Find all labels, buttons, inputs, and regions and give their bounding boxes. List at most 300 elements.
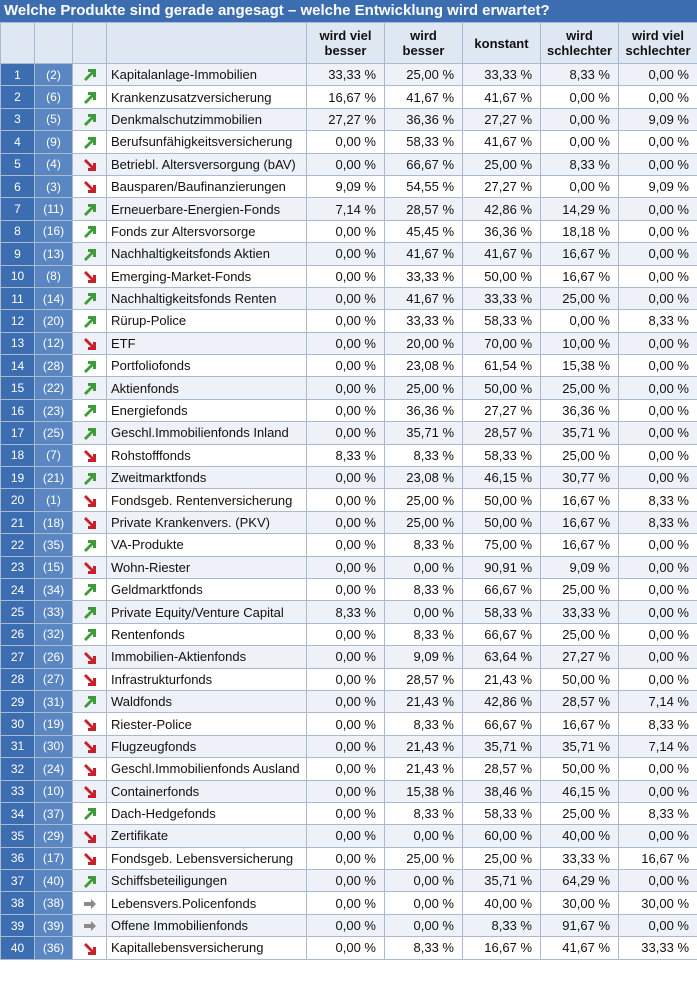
rank-cell: 21 bbox=[1, 511, 35, 533]
table-row bbox=[1, 690, 697, 712]
value-cell: 64,29 % bbox=[541, 870, 619, 892]
trend-up-arrow-icon bbox=[83, 472, 97, 486]
trend-cell bbox=[73, 601, 107, 623]
product-name-cell: Kapitallebensversicherung bbox=[107, 937, 307, 959]
previous-rank-cell: (9) bbox=[35, 131, 73, 153]
value-cell: 0,00 % bbox=[385, 601, 463, 623]
trend-up-arrow-icon bbox=[83, 203, 97, 217]
value-cell: 21,43 % bbox=[463, 668, 541, 690]
product-name-cell: Energiefonds bbox=[107, 399, 307, 421]
trend-up-arrow-icon bbox=[83, 583, 97, 597]
value-cell: 35,71 % bbox=[385, 422, 463, 444]
value-cell: 41,67 % bbox=[463, 243, 541, 265]
table-row bbox=[1, 332, 697, 354]
value-cell: 16,67 % bbox=[541, 511, 619, 533]
rank-cell: 29 bbox=[1, 690, 35, 712]
value-cell: 0,00 % bbox=[385, 825, 463, 847]
trend-cell bbox=[73, 399, 107, 421]
value-cell: 8,33 % bbox=[619, 489, 697, 511]
value-cell: 0,00 % bbox=[619, 646, 697, 668]
product-name-cell: Schiffsbeteiligungen bbox=[107, 870, 307, 892]
trend-cell bbox=[73, 287, 107, 309]
product-name-cell: Riester-Police bbox=[107, 713, 307, 735]
value-cell: 16,67 % bbox=[619, 847, 697, 869]
rank-cell: 3 bbox=[1, 108, 35, 130]
value-cell: 0,00 % bbox=[385, 892, 463, 914]
trend-cell bbox=[73, 735, 107, 757]
value-cell: 33,33 % bbox=[307, 64, 385, 86]
previous-rank-cell: (12) bbox=[35, 332, 73, 354]
value-cell: 0,00 % bbox=[307, 467, 385, 489]
trend-up-arrow-icon bbox=[83, 695, 97, 709]
previous-rank-cell: (39) bbox=[35, 914, 73, 936]
rank-cell: 30 bbox=[1, 713, 35, 735]
trend-down-arrow-icon bbox=[83, 718, 97, 732]
value-cell: 23,08 % bbox=[385, 467, 463, 489]
value-cell: 25,00 % bbox=[541, 578, 619, 600]
value-cell: 36,36 % bbox=[385, 399, 463, 421]
product-name-cell: Rentenfonds bbox=[107, 623, 307, 645]
previous-rank-cell: (34) bbox=[35, 578, 73, 600]
trend-up-arrow-icon bbox=[83, 113, 97, 127]
table-row bbox=[1, 511, 697, 533]
value-cell: 14,29 % bbox=[541, 198, 619, 220]
value-cell: 41,67 % bbox=[385, 243, 463, 265]
previous-rank-cell: (25) bbox=[35, 422, 73, 444]
value-cell: 9,09 % bbox=[619, 108, 697, 130]
value-cell: 33,33 % bbox=[463, 287, 541, 309]
header-prev-rank bbox=[35, 23, 73, 64]
trend-down-arrow-icon bbox=[83, 494, 97, 508]
value-cell: 0,00 % bbox=[385, 556, 463, 578]
previous-rank-cell: (17) bbox=[35, 847, 73, 869]
value-cell: 30,00 % bbox=[619, 892, 697, 914]
value-cell: 0,00 % bbox=[619, 355, 697, 377]
value-cell: 0,00 % bbox=[619, 399, 697, 421]
value-cell: 0,00 % bbox=[619, 780, 697, 802]
value-cell: 25,00 % bbox=[385, 847, 463, 869]
value-cell: 23,08 % bbox=[385, 355, 463, 377]
trend-down-arrow-icon bbox=[83, 830, 97, 844]
value-cell: 28,57 % bbox=[385, 198, 463, 220]
column-header: wird viel schlechter bbox=[619, 23, 697, 64]
value-cell: 50,00 % bbox=[463, 377, 541, 399]
previous-rank-cell: (32) bbox=[35, 623, 73, 645]
value-cell: 25,00 % bbox=[385, 489, 463, 511]
value-cell: 0,00 % bbox=[619, 556, 697, 578]
value-cell: 25,00 % bbox=[541, 377, 619, 399]
value-cell: 0,00 % bbox=[385, 870, 463, 892]
product-name-cell: Geschl.Immobilienfonds Inland bbox=[107, 422, 307, 444]
value-cell: 25,00 % bbox=[541, 287, 619, 309]
value-cell: 0,00 % bbox=[619, 534, 697, 556]
table-row bbox=[1, 198, 697, 220]
trend-up-arrow-icon bbox=[83, 91, 97, 105]
table-row bbox=[1, 847, 697, 869]
product-name-cell: Nachhaltigkeitsfonds Aktien bbox=[107, 243, 307, 265]
trend-down-arrow-icon bbox=[83, 673, 97, 687]
table-row bbox=[1, 556, 697, 578]
trend-cell bbox=[73, 220, 107, 242]
value-cell: 0,00 % bbox=[307, 422, 385, 444]
value-cell: 0,00 % bbox=[619, 220, 697, 242]
product-name-cell: Immobilien-Aktienfonds bbox=[107, 646, 307, 668]
value-cell: 41,67 % bbox=[463, 86, 541, 108]
product-name-cell: Fondsgeb. Rentenversicherung bbox=[107, 489, 307, 511]
value-cell: 0,00 % bbox=[541, 86, 619, 108]
product-name-cell: Dach-Hedgefonds bbox=[107, 802, 307, 824]
trend-cell bbox=[73, 64, 107, 86]
table-row bbox=[1, 153, 697, 175]
table-row bbox=[1, 758, 697, 780]
value-cell: 0,00 % bbox=[619, 467, 697, 489]
previous-rank-cell: (40) bbox=[35, 870, 73, 892]
product-name-cell: Emerging-Market-Fonds bbox=[107, 265, 307, 287]
table-row bbox=[1, 892, 697, 914]
value-cell: 8,33 % bbox=[541, 64, 619, 86]
value-cell: 8,33 % bbox=[385, 578, 463, 600]
product-name-cell: Betriebl. Altersversorgung (bAV) bbox=[107, 153, 307, 175]
trend-cell bbox=[73, 646, 107, 668]
value-cell: 16,67 % bbox=[541, 534, 619, 556]
trend-cell bbox=[73, 489, 107, 511]
rank-cell: 24 bbox=[1, 578, 35, 600]
column-header: wird viel besser bbox=[307, 23, 385, 64]
trend-up-arrow-icon bbox=[83, 225, 97, 239]
trend-up-arrow-icon bbox=[83, 360, 97, 374]
table-row bbox=[1, 802, 697, 824]
value-cell: 21,43 % bbox=[385, 735, 463, 757]
value-cell: 8,33 % bbox=[385, 623, 463, 645]
value-cell: 16,67 % bbox=[307, 86, 385, 108]
value-cell: 35,71 % bbox=[463, 735, 541, 757]
value-cell: 58,33 % bbox=[463, 802, 541, 824]
value-cell: 0,00 % bbox=[619, 64, 697, 86]
value-cell: 0,00 % bbox=[307, 287, 385, 309]
product-name-cell: Aktienfonds bbox=[107, 377, 307, 399]
product-name-cell: Denkmalschutzimmobilien bbox=[107, 108, 307, 130]
value-cell: 0,00 % bbox=[307, 310, 385, 332]
rank-cell: 36 bbox=[1, 847, 35, 869]
value-cell: 9,09 % bbox=[619, 175, 697, 197]
header-trend bbox=[73, 23, 107, 64]
value-cell: 18,18 % bbox=[541, 220, 619, 242]
value-cell: 8,33 % bbox=[385, 937, 463, 959]
value-cell: 0,00 % bbox=[307, 511, 385, 533]
value-cell: 0,00 % bbox=[307, 489, 385, 511]
rank-cell: 19 bbox=[1, 467, 35, 489]
value-cell: 40,00 % bbox=[463, 892, 541, 914]
value-cell: 0,00 % bbox=[619, 287, 697, 309]
previous-rank-cell: (15) bbox=[35, 556, 73, 578]
value-cell: 8,33 % bbox=[619, 802, 697, 824]
value-cell: 8,33 % bbox=[385, 444, 463, 466]
value-cell: 0,00 % bbox=[619, 578, 697, 600]
trend-down-arrow-icon bbox=[83, 516, 97, 530]
value-cell: 0,00 % bbox=[307, 825, 385, 847]
previous-rank-cell: (8) bbox=[35, 265, 73, 287]
value-cell: 58,33 % bbox=[463, 310, 541, 332]
value-cell: 25,00 % bbox=[385, 511, 463, 533]
value-cell: 30,00 % bbox=[541, 892, 619, 914]
table-row bbox=[1, 422, 697, 444]
value-cell: 0,00 % bbox=[307, 556, 385, 578]
value-cell: 27,27 % bbox=[463, 108, 541, 130]
value-cell: 20,00 % bbox=[385, 332, 463, 354]
table-row bbox=[1, 399, 697, 421]
value-cell: 70,00 % bbox=[463, 332, 541, 354]
value-cell: 58,33 % bbox=[463, 444, 541, 466]
trend-cell bbox=[73, 847, 107, 869]
rank-cell: 2 bbox=[1, 86, 35, 108]
value-cell: 41,67 % bbox=[463, 131, 541, 153]
previous-rank-cell: (35) bbox=[35, 534, 73, 556]
value-cell: 0,00 % bbox=[307, 937, 385, 959]
trend-cell bbox=[73, 892, 107, 914]
value-cell: 8,33 % bbox=[619, 511, 697, 533]
product-name-cell: Geldmarktfonds bbox=[107, 578, 307, 600]
trend-cell bbox=[73, 937, 107, 959]
value-cell: 8,33 % bbox=[541, 153, 619, 175]
table-row bbox=[1, 310, 697, 332]
value-cell: 0,00 % bbox=[307, 690, 385, 712]
value-cell: 0,00 % bbox=[307, 758, 385, 780]
table-row bbox=[1, 668, 697, 690]
product-name-cell: Geschl.Immobilienfonds Ausland bbox=[107, 758, 307, 780]
rank-cell: 7 bbox=[1, 198, 35, 220]
rank-cell: 1 bbox=[1, 64, 35, 86]
value-cell: 45,45 % bbox=[385, 220, 463, 242]
rank-cell: 22 bbox=[1, 534, 35, 556]
value-cell: 61,54 % bbox=[463, 355, 541, 377]
product-name-cell: Krankenzusatzversicherung bbox=[107, 86, 307, 108]
value-cell: 0,00 % bbox=[541, 108, 619, 130]
product-name-cell: VA-Produkte bbox=[107, 534, 307, 556]
table-row bbox=[1, 780, 697, 802]
product-name-cell: Wohn-Riester bbox=[107, 556, 307, 578]
previous-rank-cell: (27) bbox=[35, 668, 73, 690]
previous-rank-cell: (4) bbox=[35, 153, 73, 175]
trend-cell bbox=[73, 534, 107, 556]
product-name-cell: Flugzeugfonds bbox=[107, 735, 307, 757]
value-cell: 16,67 % bbox=[541, 243, 619, 265]
value-cell: 0,00 % bbox=[307, 332, 385, 354]
value-cell: 33,33 % bbox=[385, 310, 463, 332]
value-cell: 0,00 % bbox=[619, 870, 697, 892]
value-cell: 33,33 % bbox=[619, 937, 697, 959]
trend-cell bbox=[73, 623, 107, 645]
value-cell: 8,33 % bbox=[463, 914, 541, 936]
value-cell: 7,14 % bbox=[307, 198, 385, 220]
value-cell: 0,00 % bbox=[307, 399, 385, 421]
product-name-cell: Kapitalanlage-Immobilien bbox=[107, 64, 307, 86]
rank-cell: 13 bbox=[1, 332, 35, 354]
value-cell: 66,67 % bbox=[463, 623, 541, 645]
trend-up-arrow-icon bbox=[83, 404, 97, 418]
rank-cell: 34 bbox=[1, 802, 35, 824]
rank-cell: 20 bbox=[1, 489, 35, 511]
value-cell: 21,43 % bbox=[385, 758, 463, 780]
value-cell: 8,33 % bbox=[619, 310, 697, 332]
trend-up-arrow-icon bbox=[83, 68, 97, 82]
trend-down-arrow-icon bbox=[83, 763, 97, 777]
previous-rank-cell: (21) bbox=[35, 467, 73, 489]
product-name-cell: ETF bbox=[107, 332, 307, 354]
value-cell: 28,57 % bbox=[541, 690, 619, 712]
rank-cell: 5 bbox=[1, 153, 35, 175]
rank-cell: 31 bbox=[1, 735, 35, 757]
value-cell: 16,67 % bbox=[541, 489, 619, 511]
product-name-cell: Offene Immobilienfonds bbox=[107, 914, 307, 936]
rank-cell: 14 bbox=[1, 355, 35, 377]
table-row bbox=[1, 870, 697, 892]
value-cell: 8,33 % bbox=[619, 713, 697, 735]
previous-rank-cell: (18) bbox=[35, 511, 73, 533]
previous-rank-cell: (31) bbox=[35, 690, 73, 712]
value-cell: 0,00 % bbox=[307, 914, 385, 936]
value-cell: 0,00 % bbox=[619, 601, 697, 623]
previous-rank-cell: (24) bbox=[35, 758, 73, 780]
value-cell: 35,71 % bbox=[463, 870, 541, 892]
value-cell: 0,00 % bbox=[619, 332, 697, 354]
trend-flat-arrow-icon bbox=[83, 919, 97, 933]
value-cell: 27,27 % bbox=[307, 108, 385, 130]
trend-up-arrow-icon bbox=[83, 628, 97, 642]
trend-cell bbox=[73, 198, 107, 220]
trend-up-arrow-icon bbox=[83, 248, 97, 262]
value-cell: 0,00 % bbox=[619, 825, 697, 847]
rank-cell: 26 bbox=[1, 623, 35, 645]
previous-rank-cell: (23) bbox=[35, 399, 73, 421]
table-row bbox=[1, 86, 697, 108]
value-cell: 0,00 % bbox=[541, 175, 619, 197]
previous-rank-cell: (20) bbox=[35, 310, 73, 332]
value-cell: 0,00 % bbox=[619, 198, 697, 220]
value-cell: 28,57 % bbox=[463, 758, 541, 780]
value-cell: 0,00 % bbox=[619, 153, 697, 175]
value-cell: 50,00 % bbox=[463, 511, 541, 533]
trend-cell bbox=[73, 265, 107, 287]
value-cell: 0,00 % bbox=[307, 578, 385, 600]
trend-cell bbox=[73, 914, 107, 936]
trend-down-arrow-icon bbox=[83, 785, 97, 799]
previous-rank-cell: (36) bbox=[35, 937, 73, 959]
value-cell: 0,00 % bbox=[307, 870, 385, 892]
trend-down-arrow-icon bbox=[83, 158, 97, 172]
table-row bbox=[1, 534, 697, 556]
rank-cell: 8 bbox=[1, 220, 35, 242]
previous-rank-cell: (28) bbox=[35, 355, 73, 377]
value-cell: 0,00 % bbox=[619, 243, 697, 265]
table-row bbox=[1, 377, 697, 399]
table-row bbox=[1, 108, 697, 130]
product-name-cell: Private Krankenvers. (PKV) bbox=[107, 511, 307, 533]
value-cell: 42,86 % bbox=[463, 690, 541, 712]
value-cell: 0,00 % bbox=[307, 153, 385, 175]
value-cell: 40,00 % bbox=[541, 825, 619, 847]
trend-cell bbox=[73, 690, 107, 712]
table-row bbox=[1, 220, 697, 242]
value-cell: 0,00 % bbox=[307, 735, 385, 757]
value-cell: 41,67 % bbox=[541, 937, 619, 959]
column-header: konstant bbox=[463, 23, 541, 64]
value-cell: 50,00 % bbox=[541, 668, 619, 690]
rank-cell: 10 bbox=[1, 265, 35, 287]
header-product bbox=[107, 23, 307, 64]
value-cell: 0,00 % bbox=[307, 623, 385, 645]
previous-rank-cell: (22) bbox=[35, 377, 73, 399]
value-cell: 8,33 % bbox=[307, 601, 385, 623]
value-cell: 0,00 % bbox=[307, 377, 385, 399]
product-name-cell: Waldfonds bbox=[107, 690, 307, 712]
value-cell: 66,67 % bbox=[463, 713, 541, 735]
value-cell: 8,33 % bbox=[307, 444, 385, 466]
trend-cell bbox=[73, 108, 107, 130]
trend-down-arrow-icon bbox=[83, 852, 97, 866]
trend-cell bbox=[73, 444, 107, 466]
value-cell: 7,14 % bbox=[619, 735, 697, 757]
trend-up-arrow-icon bbox=[83, 292, 97, 306]
trend-up-arrow-icon bbox=[83, 875, 97, 889]
rank-cell: 16 bbox=[1, 399, 35, 421]
value-cell: 25,00 % bbox=[541, 444, 619, 466]
rank-cell: 40 bbox=[1, 937, 35, 959]
value-cell: 10,00 % bbox=[541, 332, 619, 354]
trend-down-arrow-icon bbox=[83, 651, 97, 665]
trend-cell bbox=[73, 758, 107, 780]
value-cell: 0,00 % bbox=[307, 265, 385, 287]
trend-cell bbox=[73, 825, 107, 847]
product-name-cell: Erneuerbare-Energien-Fonds bbox=[107, 198, 307, 220]
product-name-cell: Zweitmarktfonds bbox=[107, 467, 307, 489]
product-name-cell: Fondsgeb. Lebensversicherung bbox=[107, 847, 307, 869]
value-cell: 0,00 % bbox=[541, 310, 619, 332]
previous-rank-cell: (37) bbox=[35, 802, 73, 824]
header-rank bbox=[1, 23, 35, 64]
product-name-cell: Private Equity/Venture Capital bbox=[107, 601, 307, 623]
value-cell: 0,00 % bbox=[619, 86, 697, 108]
value-cell: 0,00 % bbox=[307, 534, 385, 556]
value-cell: 41,67 % bbox=[385, 86, 463, 108]
value-cell: 36,36 % bbox=[541, 399, 619, 421]
previous-rank-cell: (3) bbox=[35, 175, 73, 197]
trend-cell bbox=[73, 870, 107, 892]
value-cell: 35,71 % bbox=[541, 735, 619, 757]
value-cell: 0,00 % bbox=[541, 131, 619, 153]
value-cell: 15,38 % bbox=[385, 780, 463, 802]
value-cell: 25,00 % bbox=[385, 64, 463, 86]
rank-cell: 18 bbox=[1, 444, 35, 466]
rank-cell: 25 bbox=[1, 601, 35, 623]
product-name-cell: Lebensvers.Policenfonds bbox=[107, 892, 307, 914]
trend-cell bbox=[73, 131, 107, 153]
trend-cell bbox=[73, 153, 107, 175]
value-cell: 41,67 % bbox=[385, 287, 463, 309]
product-name-cell: Zertifikate bbox=[107, 825, 307, 847]
trend-up-arrow-icon bbox=[83, 427, 97, 441]
value-cell: 0,00 % bbox=[619, 758, 697, 780]
value-cell: 0,00 % bbox=[307, 802, 385, 824]
value-cell: 0,00 % bbox=[307, 668, 385, 690]
trend-cell bbox=[73, 310, 107, 332]
value-cell: 50,00 % bbox=[541, 758, 619, 780]
table-row bbox=[1, 243, 697, 265]
value-cell: 0,00 % bbox=[307, 243, 385, 265]
value-cell: 25,00 % bbox=[541, 802, 619, 824]
previous-rank-cell: (33) bbox=[35, 601, 73, 623]
value-cell: 8,33 % bbox=[385, 534, 463, 556]
value-cell: 0,00 % bbox=[619, 914, 697, 936]
